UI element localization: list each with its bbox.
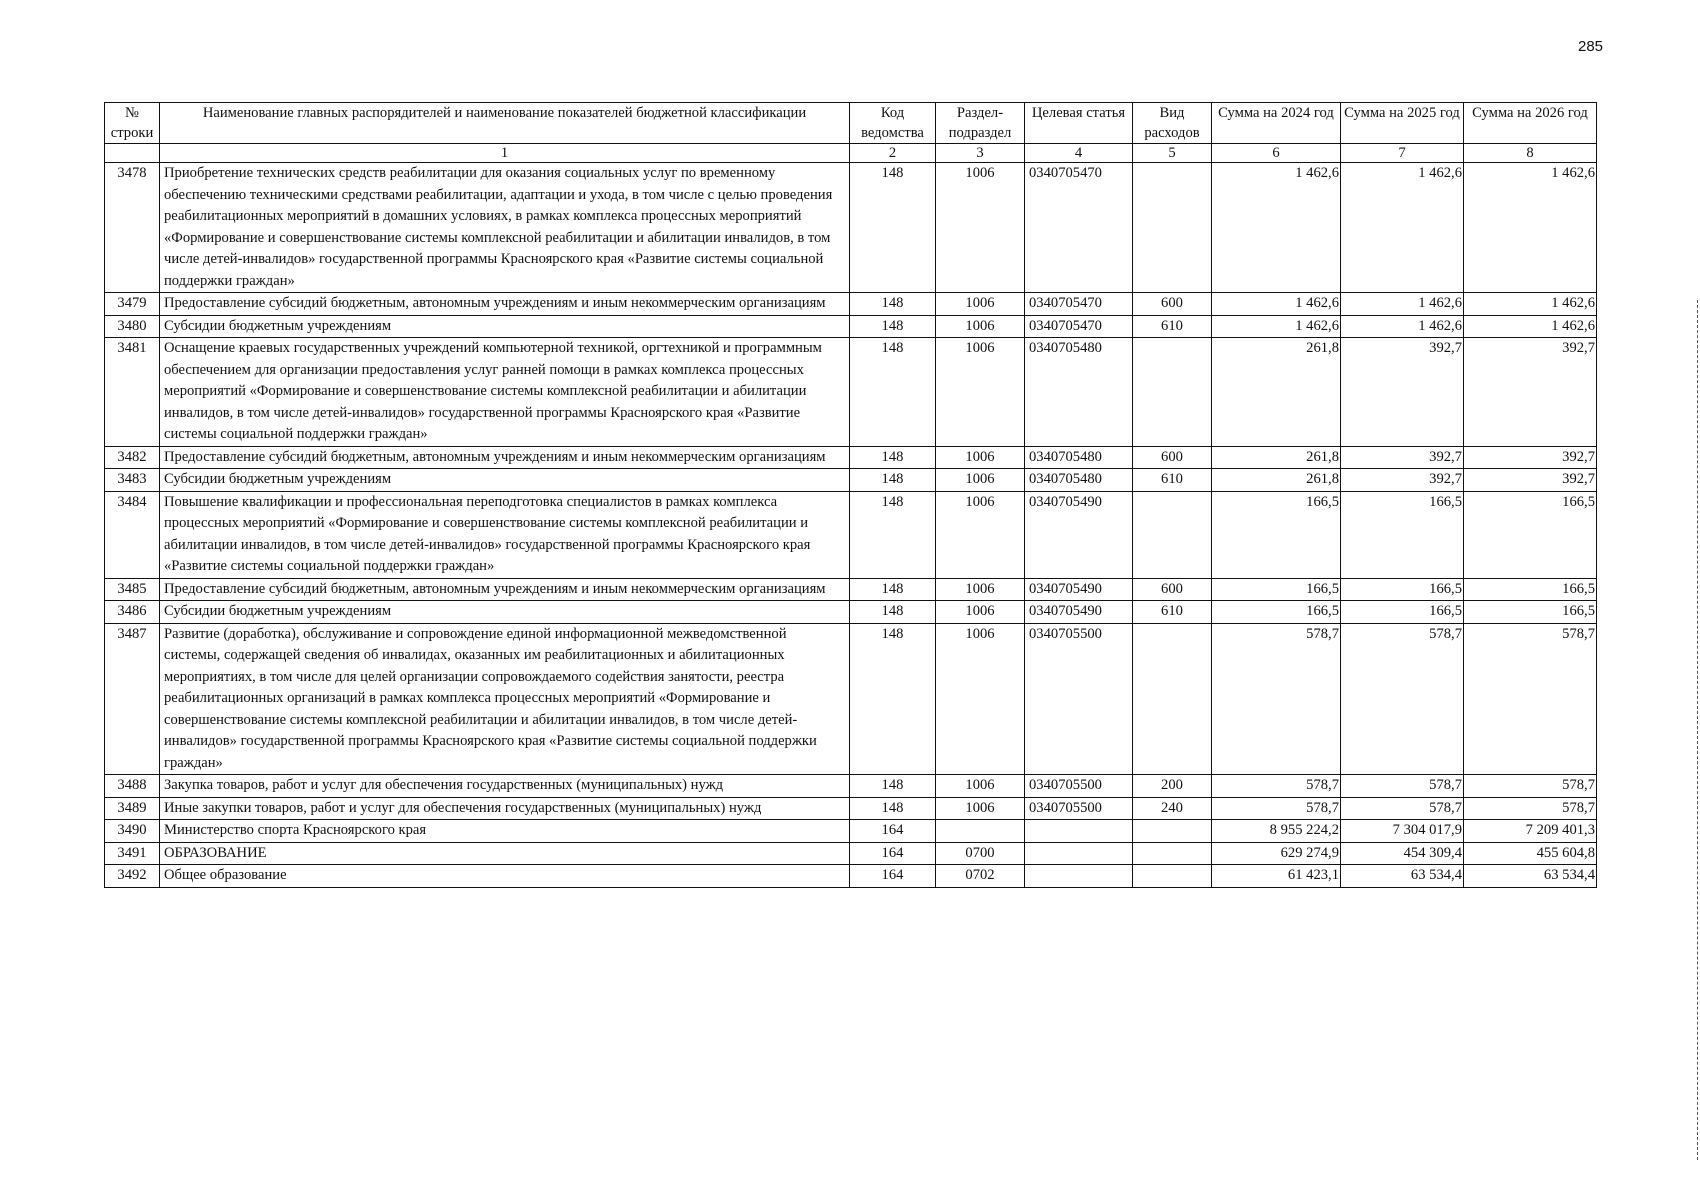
row-target: 0340705470 xyxy=(1025,315,1133,338)
row-name: Субсидии бюджетным учреждениям xyxy=(160,469,850,492)
row-name: Повышение квалификации и профессиональная переподготовка специалистов в рамках комплекса процессных мероприятий «Формирование и совершенствование системы комплексной реабилитации и абилитации инвалидов, в том числе детей-инвалидов» государственной программы Красноярского края «Развитие системы социальной поддержки граждан» xyxy=(160,491,850,578)
column-number: 3 xyxy=(936,144,1025,163)
row-sum-2024: 61 423,1 xyxy=(1212,865,1341,888)
row-name: Оснащение краевых государственных учреждений компьютерной техникой, оргтехникой и программным обеспечением для организации предоставления услуг ранней помощи в рамках комплекса процессных мероприятий «Формирование и совершенствование системы комплексной реабилитации и абилитации инвалидов, в том числе детей-инвалидов» государственной программы Красноярского края «Развитие системы социальной поддержки граждан» xyxy=(160,338,850,447)
row-number: 3483 xyxy=(105,469,160,492)
row-expense-type xyxy=(1133,820,1212,843)
row-dept-code: 148 xyxy=(850,315,936,338)
row-expense-type: 240 xyxy=(1133,797,1212,820)
row-sum-2025: 392,7 xyxy=(1341,446,1464,469)
row-number: 3487 xyxy=(105,623,160,775)
row-section: 1006 xyxy=(936,623,1025,775)
row-expense-type xyxy=(1133,842,1212,865)
row-number: 3489 xyxy=(105,797,160,820)
row-name: Предоставление субсидий бюджетным, автономным учреждениям и иным некоммерческим организациям xyxy=(160,293,850,316)
row-sum-2024: 166,5 xyxy=(1212,491,1341,578)
table-row xyxy=(105,865,1597,888)
row-sum-2026: 392,7 xyxy=(1464,446,1597,469)
table-row xyxy=(105,797,1597,820)
row-dept-code: 148 xyxy=(850,446,936,469)
header-row xyxy=(105,103,1597,144)
table-row xyxy=(105,469,1597,492)
column-number: 8 xyxy=(1464,144,1597,163)
header-sum-2024: Сумма на 2024 год xyxy=(1212,103,1341,144)
row-sum-2025: 578,7 xyxy=(1341,623,1464,775)
row-sum-2026: 1 462,6 xyxy=(1464,293,1597,316)
row-expense-type: 610 xyxy=(1133,601,1212,624)
row-dept-code: 164 xyxy=(850,820,936,843)
row-expense-type xyxy=(1133,623,1212,775)
row-sum-2026: 392,7 xyxy=(1464,338,1597,447)
scan-edge-marks xyxy=(1694,300,1698,1160)
row-sum-2024: 261,8 xyxy=(1212,338,1341,447)
column-number xyxy=(105,144,160,163)
row-dept-code: 148 xyxy=(850,163,936,293)
table-row xyxy=(105,315,1597,338)
table-row xyxy=(105,623,1597,775)
budget-table-container xyxy=(104,102,1596,888)
row-name: Приобретение технических средств реабилитации для оказания социальных услуг по временному обеспечению техническими средствами реабилитации, адаптации и ухода, в том числе с целью проведения реабилитационных мероприятий в домашних условиях, в рамках комплекса процессных мероприятий «Формирование и совершенствование системы комплексной реабилитации и абилитации инвалидов, в том числе детей-инвалидов» государственной программы Красноярского края «Развитие системы социальной поддержки граждан» xyxy=(160,163,850,293)
row-name: Общее образование xyxy=(160,865,850,888)
page-number: 285 xyxy=(1578,38,1604,55)
row-section: 1006 xyxy=(936,338,1025,447)
row-sum-2025: 7 304 017,9 xyxy=(1341,820,1464,843)
row-number: 3484 xyxy=(105,491,160,578)
row-sum-2026: 578,7 xyxy=(1464,797,1597,820)
row-sum-2024: 8 955 224,2 xyxy=(1212,820,1341,843)
row-section: 1006 xyxy=(936,491,1025,578)
row-dept-code: 148 xyxy=(850,601,936,624)
row-sum-2025: 166,5 xyxy=(1341,491,1464,578)
row-number: 3480 xyxy=(105,315,160,338)
row-sum-2026: 1 462,6 xyxy=(1464,163,1597,293)
row-dept-code: 148 xyxy=(850,623,936,775)
row-sum-2025: 392,7 xyxy=(1341,469,1464,492)
row-sum-2026: 166,5 xyxy=(1464,601,1597,624)
column-number: 5 xyxy=(1133,144,1212,163)
row-number: 3481 xyxy=(105,338,160,447)
row-sum-2025: 166,5 xyxy=(1341,578,1464,601)
row-name: Предоставление субсидий бюджетным, автономным учреждениям и иным некоммерческим организациям xyxy=(160,446,850,469)
header-sum-2025: Сумма на 2025 год xyxy=(1341,103,1464,144)
row-sum-2026: 578,7 xyxy=(1464,623,1597,775)
table-row xyxy=(105,163,1597,293)
table-row xyxy=(105,820,1597,843)
table-row xyxy=(105,601,1597,624)
row-target: 0340705480 xyxy=(1025,469,1133,492)
row-section: 1006 xyxy=(936,578,1025,601)
row-sum-2024: 261,8 xyxy=(1212,469,1341,492)
header-name: Наименование главных распорядителей и наименование показателей бюджетной классификации xyxy=(160,103,850,144)
row-number: 3491 xyxy=(105,842,160,865)
row-sum-2025: 1 462,6 xyxy=(1341,315,1464,338)
row-name: Закупка товаров, работ и услуг для обеспечения государственных (муниципальных) нужд xyxy=(160,775,850,798)
row-sum-2025: 578,7 xyxy=(1341,775,1464,798)
row-name: Развитие (доработка), обслуживание и сопровождение единой информационной межведомственной системы, содержащей сведения об инвалидах, оказанных им реабилитационных и абилитационных мероприятиях, в том числе для целей организации сопровождаемого содействия занятости, реестра реабилитационных организаций в рамках комплекса процессных мероприятий «Формирование и совершенствование системы комплексной реабилитации и абилитации инвалидов, в том числе детей-инвалидов» государственной программы Красноярского края «Развитие системы социальной поддержки граждан» xyxy=(160,623,850,775)
row-section: 1006 xyxy=(936,446,1025,469)
row-number: 3490 xyxy=(105,820,160,843)
row-sum-2026: 166,5 xyxy=(1464,491,1597,578)
table-row xyxy=(105,446,1597,469)
row-sum-2024: 629 274,9 xyxy=(1212,842,1341,865)
row-sum-2026: 392,7 xyxy=(1464,469,1597,492)
row-name: Субсидии бюджетным учреждениям xyxy=(160,601,850,624)
row-dept-code: 148 xyxy=(850,775,936,798)
row-name: Министерство спорта Красноярского края xyxy=(160,820,850,843)
row-sum-2024: 166,5 xyxy=(1212,578,1341,601)
row-sum-2024: 1 462,6 xyxy=(1212,163,1341,293)
row-name: Иные закупки товаров, работ и услуг для обеспечения государственных (муниципальных) нужд xyxy=(160,797,850,820)
row-target xyxy=(1025,820,1133,843)
row-target: 0340705480 xyxy=(1025,338,1133,447)
row-target xyxy=(1025,842,1133,865)
row-name: Субсидии бюджетным учреждениям xyxy=(160,315,850,338)
column-number: 2 xyxy=(850,144,936,163)
row-target xyxy=(1025,865,1133,888)
row-target: 0340705490 xyxy=(1025,578,1133,601)
row-target: 0340705500 xyxy=(1025,623,1133,775)
table-row xyxy=(105,338,1597,447)
row-number: 3479 xyxy=(105,293,160,316)
row-sum-2024: 578,7 xyxy=(1212,797,1341,820)
row-target: 0340705490 xyxy=(1025,601,1133,624)
row-name: ОБРАЗОВАНИЕ xyxy=(160,842,850,865)
row-dept-code: 148 xyxy=(850,293,936,316)
table-row xyxy=(105,775,1597,798)
row-sum-2024: 1 462,6 xyxy=(1212,293,1341,316)
row-section: 1006 xyxy=(936,469,1025,492)
row-number: 3482 xyxy=(105,446,160,469)
row-sum-2025: 392,7 xyxy=(1341,338,1464,447)
row-sum-2024: 578,7 xyxy=(1212,623,1341,775)
header-dept-code: Код ведомства xyxy=(850,103,936,144)
column-number: 4 xyxy=(1025,144,1133,163)
row-sum-2024: 166,5 xyxy=(1212,601,1341,624)
row-dept-code: 148 xyxy=(850,797,936,820)
row-sum-2025: 1 462,6 xyxy=(1341,293,1464,316)
row-sum-2024: 578,7 xyxy=(1212,775,1341,798)
row-sum-2025: 578,7 xyxy=(1341,797,1464,820)
row-number: 3488 xyxy=(105,775,160,798)
row-target: 0340705480 xyxy=(1025,446,1133,469)
row-section: 0702 xyxy=(936,865,1025,888)
column-number-row xyxy=(105,144,1597,163)
column-number: 1 xyxy=(160,144,850,163)
row-dept-code: 164 xyxy=(850,842,936,865)
row-sum-2024: 1 462,6 xyxy=(1212,315,1341,338)
row-sum-2025: 166,5 xyxy=(1341,601,1464,624)
row-section: 0700 xyxy=(936,842,1025,865)
header-section: Раздел-подраздел xyxy=(936,103,1025,144)
table-row xyxy=(105,578,1597,601)
row-expense-type xyxy=(1133,865,1212,888)
row-number: 3485 xyxy=(105,578,160,601)
row-expense-type: 610 xyxy=(1133,469,1212,492)
header-target: Целевая статья xyxy=(1025,103,1133,144)
row-sum-2025: 63 534,4 xyxy=(1341,865,1464,888)
row-section: 1006 xyxy=(936,293,1025,316)
row-name: Предоставление субсидий бюджетным, автономным учреждениям и иным некоммерческим организациям xyxy=(160,578,850,601)
row-sum-2026: 7 209 401,3 xyxy=(1464,820,1597,843)
row-sum-2026: 1 462,6 xyxy=(1464,315,1597,338)
row-expense-type: 600 xyxy=(1133,578,1212,601)
row-dept-code: 148 xyxy=(850,578,936,601)
budget-table xyxy=(104,102,1597,888)
row-number: 3478 xyxy=(105,163,160,293)
column-number: 7 xyxy=(1341,144,1464,163)
table-row xyxy=(105,293,1597,316)
row-number: 3492 xyxy=(105,865,160,888)
header-expense-type: Вид расходов xyxy=(1133,103,1212,144)
row-sum-2026: 166,5 xyxy=(1464,578,1597,601)
row-sum-2026: 455 604,8 xyxy=(1464,842,1597,865)
row-target: 0340705470 xyxy=(1025,293,1133,316)
row-expense-type xyxy=(1133,163,1212,293)
row-section: 1006 xyxy=(936,601,1025,624)
table-row xyxy=(105,491,1597,578)
row-expense-type: 600 xyxy=(1133,446,1212,469)
row-target: 0340705500 xyxy=(1025,797,1133,820)
header-sum-2026: Сумма на 2026 год xyxy=(1464,103,1597,144)
row-section: 1006 xyxy=(936,163,1025,293)
row-target: 0340705500 xyxy=(1025,775,1133,798)
row-section: 1006 xyxy=(936,775,1025,798)
row-sum-2025: 1 462,6 xyxy=(1341,163,1464,293)
row-dept-code: 148 xyxy=(850,338,936,447)
row-expense-type xyxy=(1133,338,1212,447)
header-row-no: № строки xyxy=(105,103,160,144)
column-number: 6 xyxy=(1212,144,1341,163)
row-sum-2026: 63 534,4 xyxy=(1464,865,1597,888)
row-target: 0340705490 xyxy=(1025,491,1133,578)
table-row xyxy=(105,842,1597,865)
table-body xyxy=(105,163,1597,888)
row-sum-2026: 578,7 xyxy=(1464,775,1597,798)
row-number: 3486 xyxy=(105,601,160,624)
row-sum-2024: 261,8 xyxy=(1212,446,1341,469)
row-dept-code: 164 xyxy=(850,865,936,888)
row-dept-code: 148 xyxy=(850,491,936,578)
row-section: 1006 xyxy=(936,797,1025,820)
row-expense-type: 610 xyxy=(1133,315,1212,338)
row-section: 1006 xyxy=(936,315,1025,338)
row-target: 0340705470 xyxy=(1025,163,1133,293)
row-section xyxy=(936,820,1025,843)
row-expense-type: 600 xyxy=(1133,293,1212,316)
row-expense-type xyxy=(1133,491,1212,578)
row-sum-2025: 454 309,4 xyxy=(1341,842,1464,865)
row-expense-type: 200 xyxy=(1133,775,1212,798)
row-dept-code: 148 xyxy=(850,469,936,492)
